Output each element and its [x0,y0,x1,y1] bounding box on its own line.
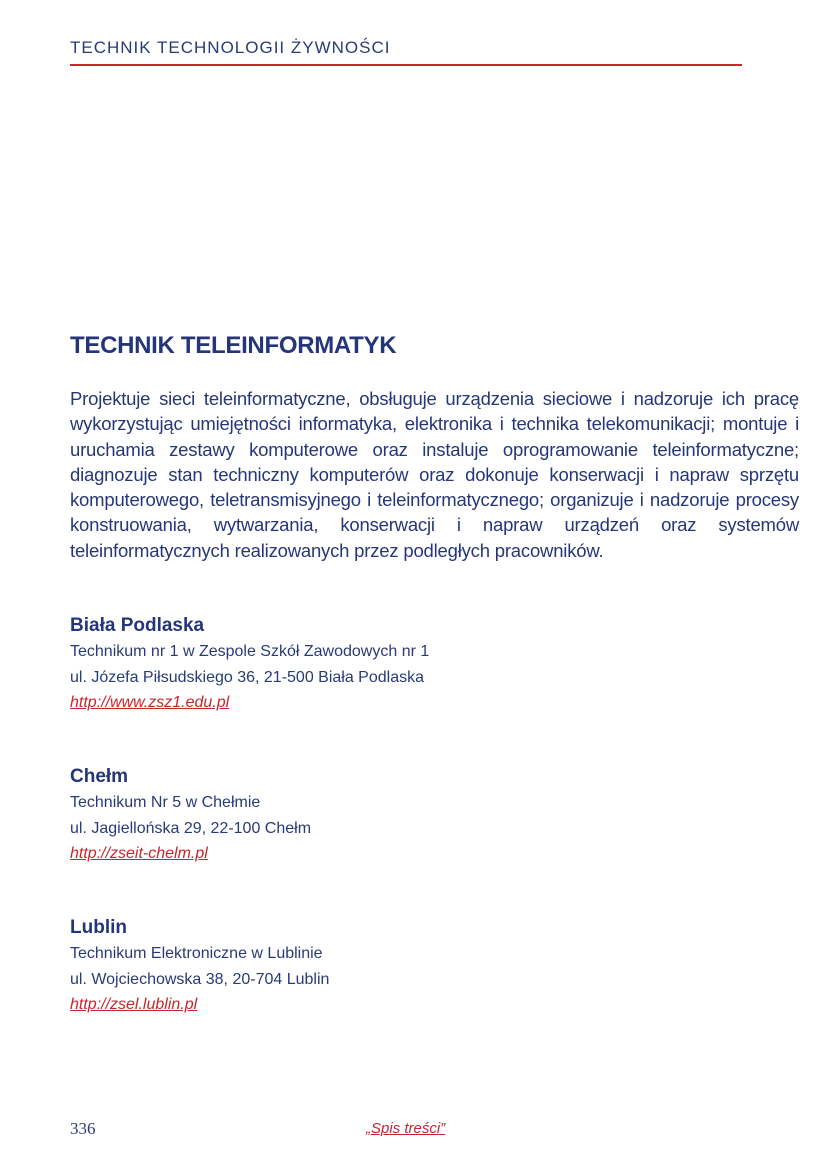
school-entry [70,764,750,867]
section-title: TECHNIK TELEINFORMATYK [70,332,397,359]
school-city: Lublin [70,917,127,938]
school-city: Biała Podlaska [70,615,205,636]
school-entry [70,915,750,1018]
school-name: Technikum nr 1 w Zespole Szkół Zawodowych nr 1 [70,643,430,660]
school-website-link[interactable]: http://zsel.lublin.pl [70,996,198,1013]
section-description: Projektuje sieci teleinformatyczne, obsługuje urządzenia sieciowe i nadzoruje ich pracę wykorzystując umiejętności informatyka, elektronika i technika telekomunikacji; montuje i uruchamia zestawy komputerowe oraz instaluje oprogramowanie teleinformatyczne; diagnozuje stan techniczny komputerów oraz dokonuje konserwacji i napraw sprzętu komputerowego, teletransmisyjnego i teleinformatycznego; organizuje i nadzoruje procesy konstruowania, wytwarzania, konserwacji i napraw urządzeń oraz systemów teleinformatycznych realizowanych przez podległych pracowników. [70,388,799,561]
school-address: ul. Wojciechowska 38, 20-704 Lublin [70,970,330,988]
school-website-link[interactable]: http://www.zsz1.edu.pl [70,694,230,711]
page-number: 336 [70,1119,96,1138]
school-city: Chełm [70,766,129,787]
school-address: ul. Józefa Piłsudskiego 36, 21-500 Biała Podlaska [70,668,424,686]
school-address: ul. Jagiellońska 29, 22-100 Chełm [70,819,312,837]
school-name: Technikum Nr 5 w Chełmie [70,794,261,811]
table-of-contents-link[interactable]: „Spis treści” [366,1120,446,1137]
running-header: TECHNIK TECHNOLOGII ŻYWNOŚCI [70,38,742,66]
school-website-link[interactable]: http://zseit-chelm.pl [70,845,208,862]
school-entry [70,613,750,716]
school-name: Technikum Elektroniczne w Lublinie [70,945,323,962]
